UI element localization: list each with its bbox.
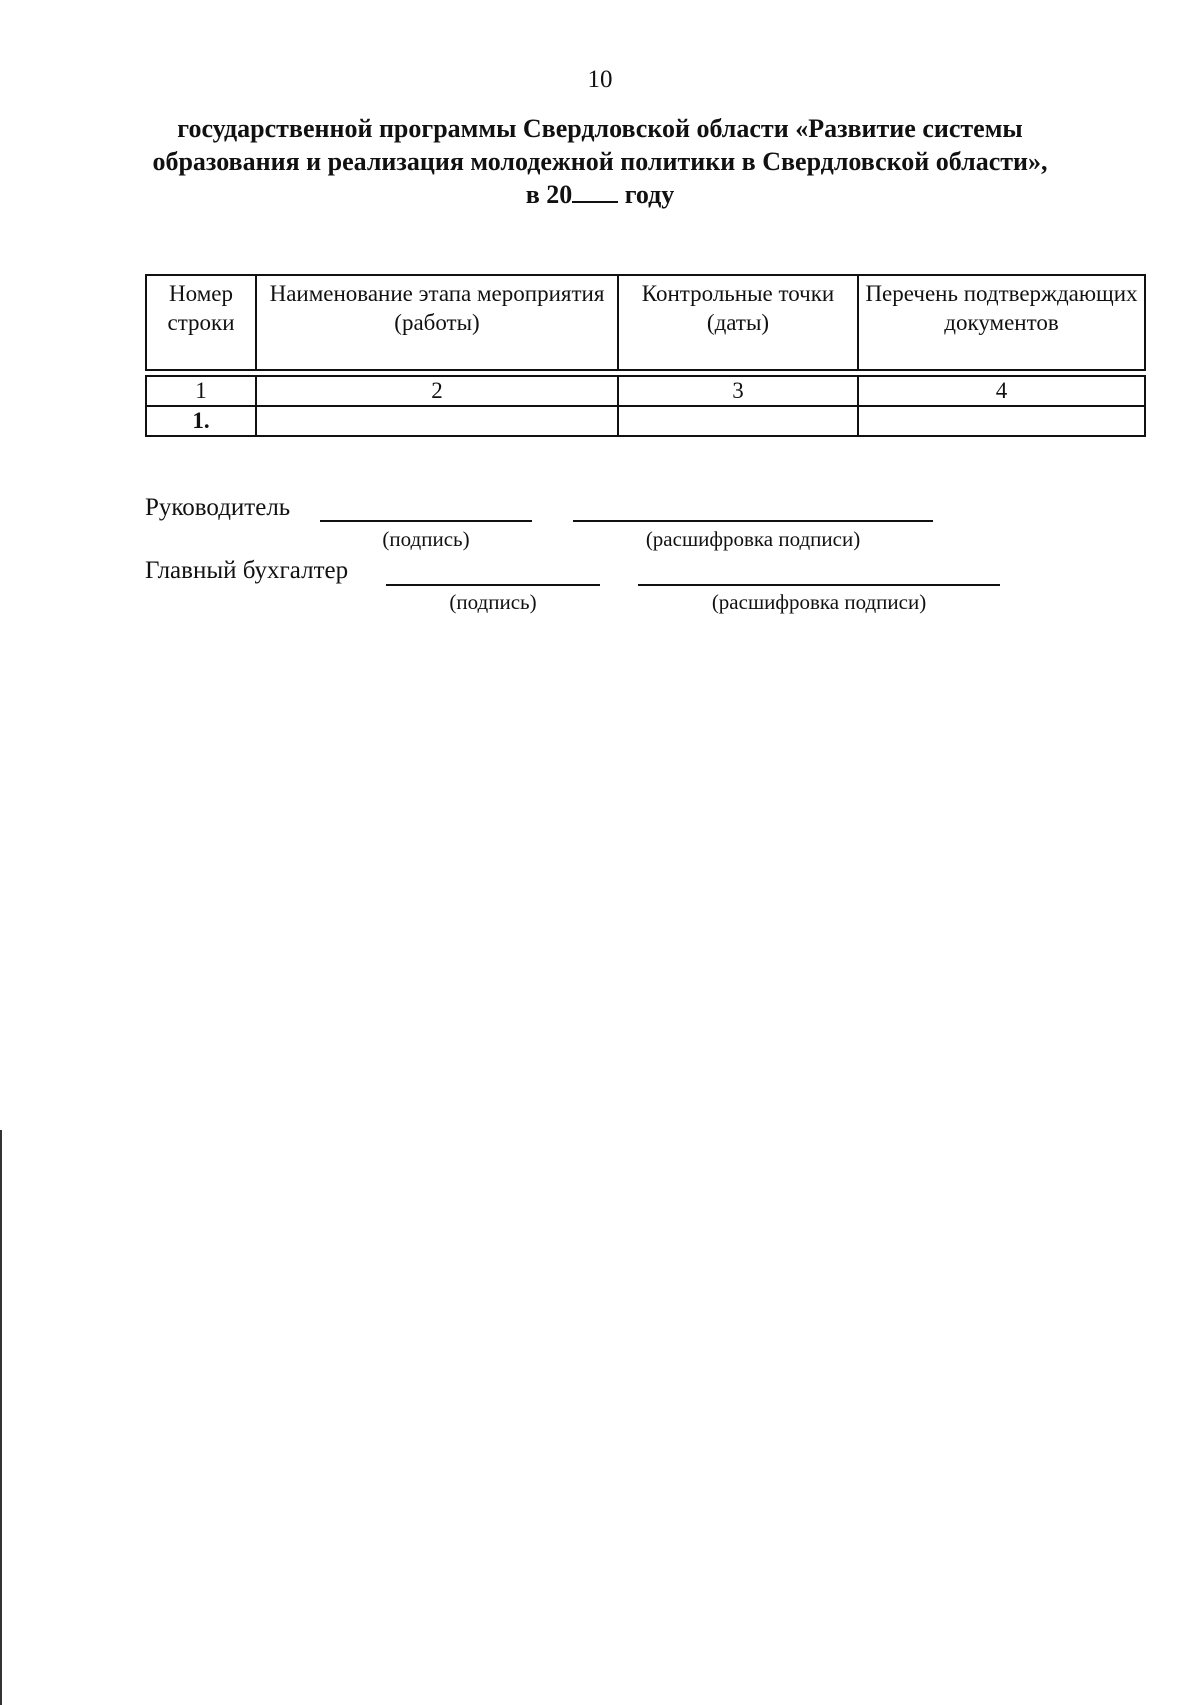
table-row (146, 406, 1145, 436)
table-header-row (146, 275, 1145, 370)
accountant-signature-caption: (подпись) (449, 590, 537, 614)
heading-year-prefix: в 20 (525, 180, 573, 209)
accountant-decode-caption: (расшифровка подписи) (711, 590, 927, 614)
table-cell[interactable]: 1. (146, 406, 256, 436)
head-decode-line[interactable] (573, 520, 933, 522)
heading-line-3 (100, 178, 1100, 211)
heading-year-suffix: году (618, 180, 675, 209)
accountant-decode-line[interactable] (638, 584, 1000, 586)
page-number: 10 (587, 66, 613, 93)
header-documents: Перечень подтверждающих документов (858, 275, 1145, 370)
header-row-number: Номер строки (146, 275, 256, 370)
accountant-signature-label: Главный бухгалтер (145, 557, 349, 584)
column-number: 3 (618, 376, 858, 406)
head-signature-caption: (подпись) (382, 527, 470, 551)
head-signature-line[interactable] (320, 520, 532, 522)
scan-margin-line (0, 1130, 2, 1705)
heading-line-1: государственной программы Свердловской области «Развитие системы (177, 114, 1023, 143)
head-decode-caption: (расшифровка подписи) (645, 527, 861, 551)
control-points-table (145, 274, 1146, 437)
column-number: 1 (146, 376, 256, 406)
table-cell[interactable] (858, 406, 1145, 436)
head-signature-label: Руководитель (145, 494, 291, 521)
heading-line-2: образования и реализация молодежной политики в Свердловской области», (152, 147, 1048, 176)
year-blank-field (572, 181, 618, 203)
table-column-numbers-row (146, 376, 1145, 406)
column-number: 2 (256, 376, 618, 406)
table-cell[interactable] (618, 406, 858, 436)
accountant-signature-line[interactable] (386, 584, 600, 586)
document-heading (100, 112, 1100, 211)
table-cell[interactable] (256, 406, 618, 436)
header-control-dates: Контрольные точки (даты) (618, 275, 858, 370)
header-stage-name: Наименование этапа мероприятия (работы) (256, 275, 618, 370)
column-number: 4 (858, 376, 1145, 406)
